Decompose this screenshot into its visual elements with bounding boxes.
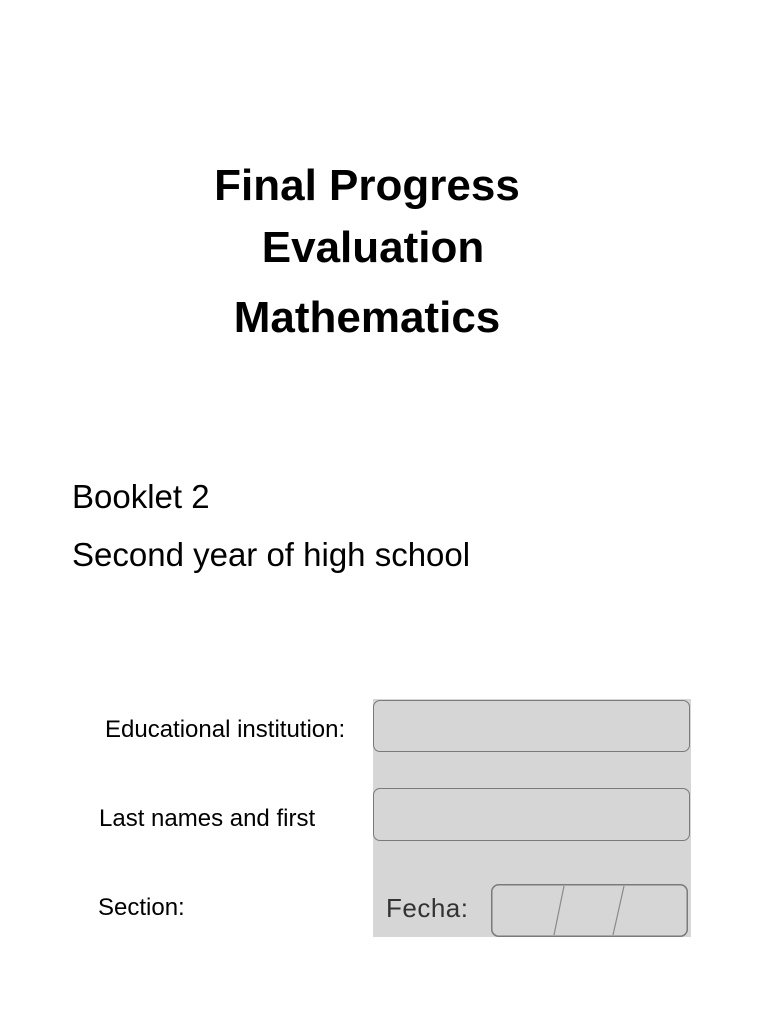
subject-title: Mathematics — [233, 293, 501, 342]
date-field-frame — [491, 884, 688, 937]
institution-field[interactable] — [373, 700, 690, 752]
title-line-2: Evaluation — [261, 223, 485, 272]
date-field[interactable] — [491, 884, 688, 937]
institution-label: Educational institution: — [105, 716, 346, 743]
section-label: Section: — [98, 894, 185, 921]
names-label: Last names and first — [99, 805, 316, 832]
names-field[interactable] — [373, 788, 690, 841]
booklet-number: Booklet 2 — [72, 478, 210, 515]
grade-level: Second year of high school — [72, 536, 471, 573]
date-label: Fecha: — [386, 893, 469, 923]
title-line-1: Final Progress — [214, 161, 520, 210]
